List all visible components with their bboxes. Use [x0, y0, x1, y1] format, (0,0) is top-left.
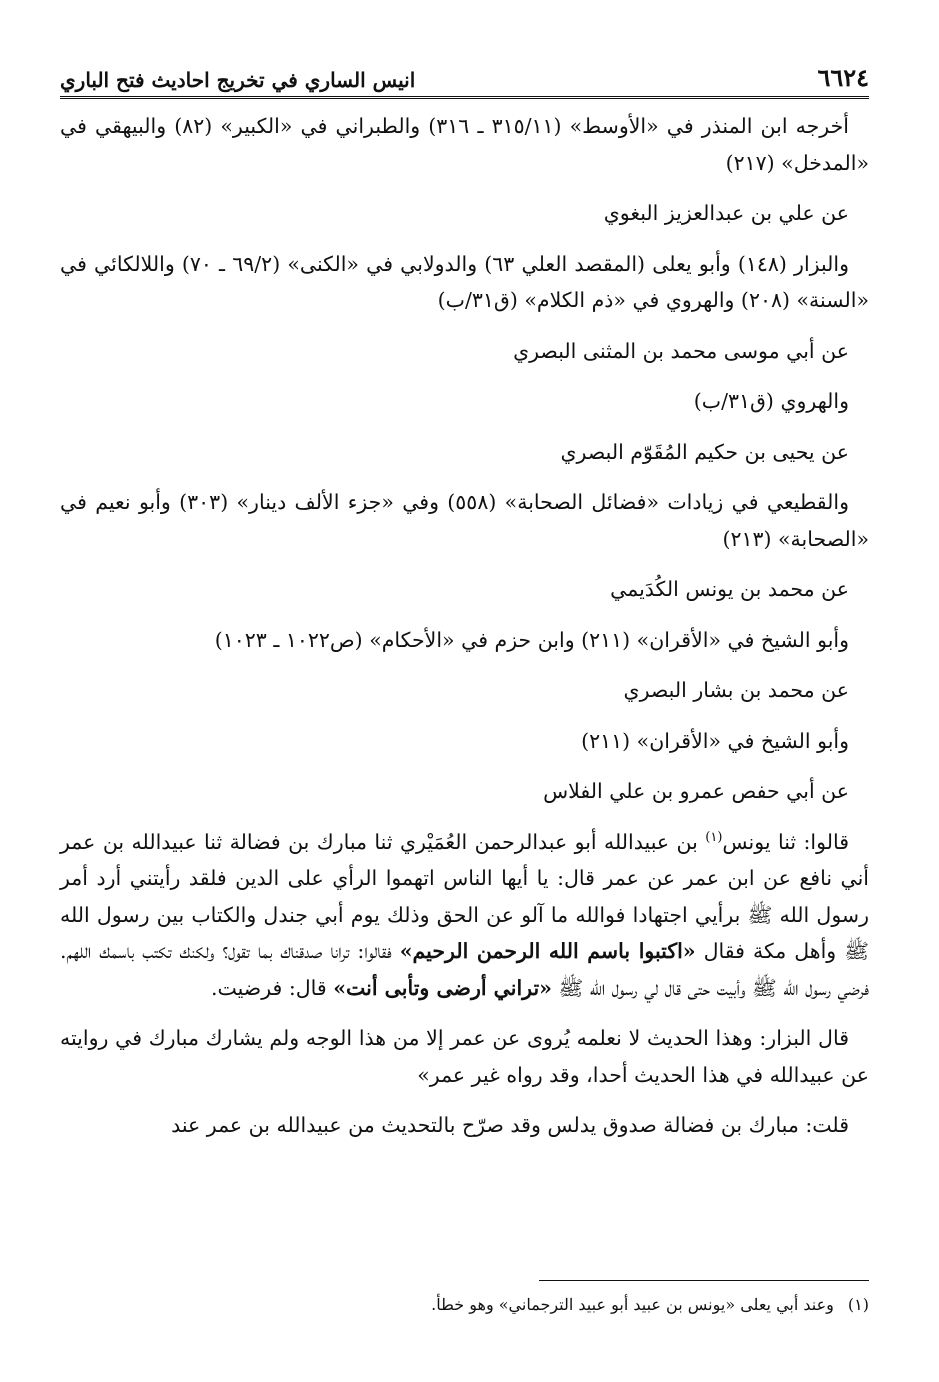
source-paragraph: وأبو الشيخ في «الأقران» (٢١١) وابن حزم في «الأحكام» (ص١٠٢٢ ـ ١٠٢٣)	[214, 627, 849, 652]
page-number: ٦٦٢٤	[817, 63, 869, 92]
footnote	[60, 1290, 869, 1320]
source-paragraph: أخرجه ابن المنذر في «الأوسط» (٣١٥/١١ ـ ٣١٦) والطبراني في «الكبير» (٨٢) والبيهقي في «المدخل» (٢١٧)	[60, 114, 869, 175]
footnote-number: (١)	[847, 1295, 869, 1314]
hadith-part: بن عبيدالله أبو عبدالرحمن العُمَيْري ثنا مبارك بن فضالة ثنا عبيدالله بن عمر أني نافع عن ابن عمر عن عمر قال: يا أيها الناس اتهموا الرأي على الدين فلقد رأيتني أرد أمر رسول الله ﷺ برأيي اجتهادا فوالله ما آلو عن الحق وذلك يوم أبي جندل والكتاب بين رسول الله ﷺ وأهل مكة فقال	[60, 829, 869, 963]
hadith-part: فقالوا: ترانا صدقناك بما تقول؟ ولكنك تكتب باسمك اللهم. فرضي رسول الله ﷺ وأبيت حتى قال لي رسول الله ﷺ	[60, 939, 869, 1000]
author-note: قلت: مبارك بن فضالة صدوق يدلس وقد صرّح بالتحديث من عبيدالله بن عمر عند	[171, 1113, 849, 1137]
bazzar-comment: قال البزار: وهذا الحديث لا نعلمه يُروى عن عمر إلا من هذا الوجه ولم يشارك مبارك في روايته عن عبيدالله في هذا الحديث أحدا، وقد رواه غير عمر»	[60, 1026, 869, 1087]
narrator-line: عن أبي موسى محمد بن المثنى البصري	[513, 338, 849, 363]
hadith-quote-bold: «اكتبوا باسم الله الرحمن الرحيم»	[399, 939, 696, 963]
narrator-line: عن محمد بن يونس الكُدَيمي	[610, 577, 849, 601]
footnote-reference: (١)	[705, 829, 723, 845]
page-body	[60, 108, 869, 1158]
footnote-text: وعند أبي يعلى «يونس بن عبيد أبو عبيد الترجماني» وهو خطأ.	[431, 1295, 834, 1314]
source-paragraph: وأبو الشيخ في «الأقران» (٢١١)	[581, 728, 849, 753]
narrator-line: عن يحيى بن حكيم المُقَوّم البصري	[560, 439, 849, 464]
source-paragraph: والهروي (ق٣١/ب)	[693, 389, 849, 413]
footnote-divider	[539, 1280, 869, 1281]
hadith-text	[60, 824, 869, 1007]
source-paragraph: والقطيعي في زيادات «فضائل الصحابة» (٥٥٨) وفي «جزء الألف دينار» (٣٠٣) وأبو نعيم في «الصحابة» (٢١٣)	[60, 490, 869, 551]
hadith-part: قال: فرضيت.	[210, 975, 334, 1000]
hadith-part: قالوا: ثنا يونس	[722, 829, 850, 854]
running-title: انيس الساري في تخريج احاديث فتح الباري	[60, 68, 416, 92]
page-header	[60, 52, 869, 99]
narrator-line: عن محمد بن بشار البصري	[623, 678, 849, 702]
narrator-line: عن علي بن عبدالعزيز البغوي	[603, 201, 849, 225]
source-paragraph: والبزار (١٤٨) وأبو يعلى (المقصد العلي ٦٣) والدولابي في «الكنى» (٦٩/٢ ـ ٧٠) واللالكائي في «السنة» (٢٠٨) والهروي في «ذم الكلام» (ق٣١/ب)	[60, 251, 869, 312]
narrator-line: عن أبي حفص عمرو بن علي الفلاس	[543, 779, 849, 803]
hadith-quote-bold: «تراني أرضى وتأبى أنت»	[333, 975, 552, 1000]
